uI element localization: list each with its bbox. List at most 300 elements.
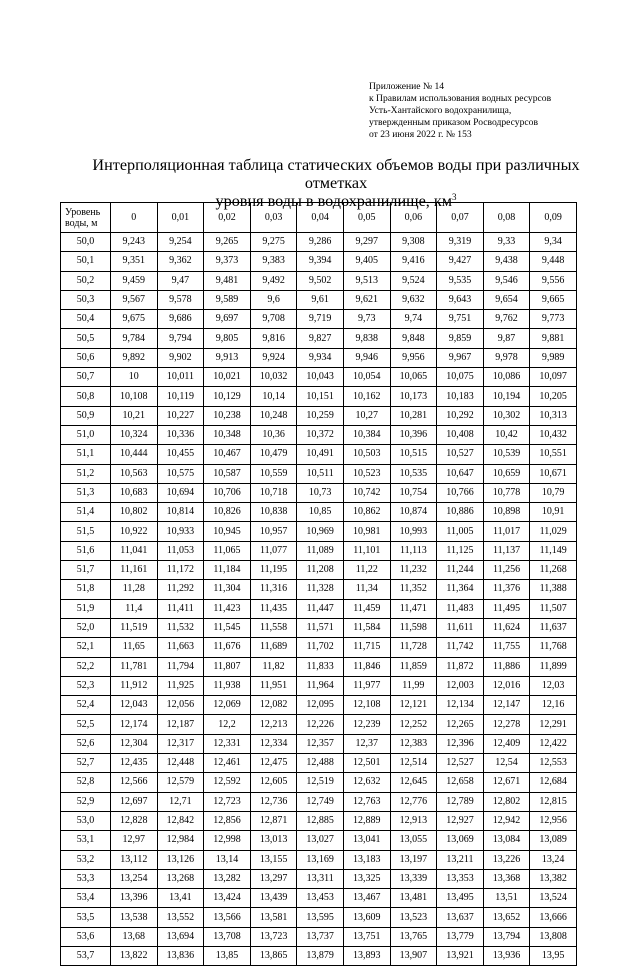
volume-cell: 10,527 bbox=[437, 445, 484, 464]
volume-cell: 9,794 bbox=[157, 329, 204, 348]
level-cell: 52,7 bbox=[61, 754, 111, 773]
volume-cell: 13,069 bbox=[437, 831, 484, 850]
volume-cell: 12,422 bbox=[530, 734, 577, 753]
appendix-line: от 23 июня 2022 г. № 153 bbox=[369, 129, 472, 141]
volume-cell: 9,535 bbox=[437, 271, 484, 290]
volume-cell: 9,578 bbox=[157, 290, 204, 309]
level-cell: 51,7 bbox=[61, 561, 111, 580]
volume-cell: 9,6 bbox=[250, 290, 297, 309]
volume-cell: 11,137 bbox=[483, 541, 530, 560]
volume-cell: 10,993 bbox=[390, 522, 437, 541]
volume-cell: 12,461 bbox=[204, 754, 251, 773]
volume-cell: 13,282 bbox=[204, 869, 251, 888]
volume-cell: 12,927 bbox=[437, 811, 484, 830]
volume-cell: 12,095 bbox=[297, 696, 344, 715]
volume-cell: 9,275 bbox=[250, 233, 297, 252]
volume-cell: 12,121 bbox=[390, 696, 437, 715]
volume-cell: 12,553 bbox=[530, 754, 577, 773]
level-cell: 50,6 bbox=[61, 348, 111, 367]
volume-cell: 9,87 bbox=[483, 329, 530, 348]
volume-cell: 9,73 bbox=[343, 310, 390, 329]
volume-cell: 10,065 bbox=[390, 368, 437, 387]
volume-cell: 11,794 bbox=[157, 657, 204, 676]
volume-cell: 13,652 bbox=[483, 908, 530, 927]
volume-cell: 12,763 bbox=[343, 792, 390, 811]
volume-cell: 9,881 bbox=[530, 329, 577, 348]
column-header: 0,06 bbox=[390, 203, 437, 233]
level-cell: 52,5 bbox=[61, 715, 111, 734]
volume-cell: 9,286 bbox=[297, 233, 344, 252]
volume-cell: 10,348 bbox=[204, 425, 251, 444]
column-header: 0,09 bbox=[530, 203, 577, 233]
volume-cell: 9,74 bbox=[390, 310, 437, 329]
volume-cell: 11,742 bbox=[437, 638, 484, 657]
volume-cell: 13,155 bbox=[250, 850, 297, 869]
volume-cell: 9,362 bbox=[157, 252, 204, 271]
volume-cell: 10,396 bbox=[390, 425, 437, 444]
volume-cell: 13,879 bbox=[297, 946, 344, 965]
volume-cell: 12,147 bbox=[483, 696, 530, 715]
level-cell: 52,0 bbox=[61, 618, 111, 637]
volume-cell: 12,016 bbox=[483, 676, 530, 695]
volume-cell: 9,351 bbox=[111, 252, 158, 271]
volume-cell: 9,33 bbox=[483, 233, 530, 252]
volume-cell: 11,447 bbox=[297, 599, 344, 618]
table-row bbox=[61, 850, 577, 869]
volume-cell: 10,119 bbox=[157, 387, 204, 406]
volume-cell: 10 bbox=[111, 368, 158, 387]
volume-cell: 10,42 bbox=[483, 425, 530, 444]
volume-cell: 13,084 bbox=[483, 831, 530, 850]
level-cell: 52,8 bbox=[61, 773, 111, 792]
volume-cell: 12,069 bbox=[204, 696, 251, 715]
volume-cell: 11,388 bbox=[530, 580, 577, 599]
table-row bbox=[61, 290, 577, 309]
volume-cell: 10,194 bbox=[483, 387, 530, 406]
volume-cell: 10,838 bbox=[250, 503, 297, 522]
volume-cell: 13,95 bbox=[530, 946, 577, 965]
level-cell: 53,4 bbox=[61, 889, 111, 908]
table-row bbox=[61, 464, 577, 483]
column-header: 0,07 bbox=[437, 203, 484, 233]
column-header: 0,03 bbox=[250, 203, 297, 233]
volume-cell: 12,697 bbox=[111, 792, 158, 811]
volume-cell: 9,686 bbox=[157, 310, 204, 329]
table-row bbox=[61, 831, 577, 850]
volume-cell: 13,779 bbox=[437, 927, 484, 946]
volume-cell: 11,316 bbox=[250, 580, 297, 599]
volume-cell: 9,448 bbox=[530, 252, 577, 271]
level-cell: 53,6 bbox=[61, 927, 111, 946]
column-header: 0,05 bbox=[343, 203, 390, 233]
volume-cell: 9,934 bbox=[297, 348, 344, 367]
volume-cell: 11,28 bbox=[111, 580, 158, 599]
volume-cell: 11,912 bbox=[111, 676, 158, 695]
table-row bbox=[61, 946, 577, 965]
volume-cell: 13,637 bbox=[437, 908, 484, 927]
table-row bbox=[61, 773, 577, 792]
volume-cell: 12,265 bbox=[437, 715, 484, 734]
volume-cell: 13,382 bbox=[530, 869, 577, 888]
volume-cell: 13,353 bbox=[437, 869, 484, 888]
volume-cell: 10,91 bbox=[530, 503, 577, 522]
volume-cell: 12,448 bbox=[157, 754, 204, 773]
volume-cell: 13,794 bbox=[483, 927, 530, 946]
volume-cell: 11,22 bbox=[343, 561, 390, 580]
volume-cell: 9,848 bbox=[390, 329, 437, 348]
level-cell: 51,8 bbox=[61, 580, 111, 599]
appendix-line: Усть-Хантайского водохранилища, bbox=[369, 105, 512, 117]
volume-cell: 11,364 bbox=[437, 580, 484, 599]
volume-cell: 11,663 bbox=[157, 638, 204, 657]
volume-cell: 12,671 bbox=[483, 773, 530, 792]
volume-cell: 13,808 bbox=[530, 927, 577, 946]
volume-cell: 12,632 bbox=[343, 773, 390, 792]
volume-cell: 11,244 bbox=[437, 561, 484, 580]
volume-cell: 9,373 bbox=[204, 252, 251, 271]
volume-cell: 11,598 bbox=[390, 618, 437, 637]
volume-cell: 9,924 bbox=[250, 348, 297, 367]
volume-cell: 12,828 bbox=[111, 811, 158, 830]
volume-cell: 11,077 bbox=[250, 541, 297, 560]
volume-cell: 9,589 bbox=[204, 290, 251, 309]
volume-cell: 12,252 bbox=[390, 715, 437, 734]
volume-cell: 10,238 bbox=[204, 406, 251, 425]
volume-cell: 13,708 bbox=[204, 927, 251, 946]
table-row bbox=[61, 503, 577, 522]
level-cell: 50,0 bbox=[61, 233, 111, 252]
volume-cell: 13,089 bbox=[530, 831, 577, 850]
level-cell: 50,8 bbox=[61, 387, 111, 406]
volume-cell: 9,675 bbox=[111, 310, 158, 329]
table-row bbox=[61, 483, 577, 502]
volume-cell: 13,453 bbox=[297, 889, 344, 908]
volume-cell: 11,268 bbox=[530, 561, 577, 580]
volume-cell: 9,654 bbox=[483, 290, 530, 309]
volume-cell: 11,545 bbox=[204, 618, 251, 637]
table-row bbox=[61, 618, 577, 637]
volume-cell: 9,394 bbox=[297, 252, 344, 271]
volume-cell: 9,892 bbox=[111, 348, 158, 367]
volume-cell: 12,842 bbox=[157, 811, 204, 830]
volume-cell: 11,041 bbox=[111, 541, 158, 560]
table-row bbox=[61, 561, 577, 580]
volume-cell: 11,149 bbox=[530, 541, 577, 560]
volume-cell: 10,302 bbox=[483, 406, 530, 425]
volume-cell: 10,647 bbox=[437, 464, 484, 483]
column-header: 0 bbox=[111, 203, 158, 233]
volume-cell: 12,187 bbox=[157, 715, 204, 734]
volume-cell: 9,254 bbox=[157, 233, 204, 252]
volume-cell: 12,998 bbox=[204, 831, 251, 850]
volume-cell: 13,751 bbox=[343, 927, 390, 946]
table-row bbox=[61, 754, 577, 773]
volume-cell: 12,2 bbox=[204, 715, 251, 734]
volume-cell: 13,183 bbox=[343, 850, 390, 869]
volume-cell: 13,041 bbox=[343, 831, 390, 850]
header-level-line-1: Уровень bbox=[65, 206, 101, 218]
volume-cell: 13,51 bbox=[483, 889, 530, 908]
volume-cell: 10,79 bbox=[530, 483, 577, 502]
volume-cell: 12,514 bbox=[390, 754, 437, 773]
table-row bbox=[61, 715, 577, 734]
volume-cell: 13,552 bbox=[157, 908, 204, 927]
volume-cell: 12,802 bbox=[483, 792, 530, 811]
appendix-note bbox=[369, 81, 551, 141]
volume-cell: 10,659 bbox=[483, 464, 530, 483]
volume-cell: 10,432 bbox=[530, 425, 577, 444]
table-row bbox=[61, 348, 577, 367]
volume-cell: 9,524 bbox=[390, 271, 437, 290]
volume-table bbox=[60, 202, 577, 966]
volume-cell: 9,784 bbox=[111, 329, 158, 348]
volume-cell: 11,125 bbox=[437, 541, 484, 560]
volume-cell: 12,003 bbox=[437, 676, 484, 695]
volume-cell: 10,575 bbox=[157, 464, 204, 483]
level-cell: 51,6 bbox=[61, 541, 111, 560]
table-row bbox=[61, 869, 577, 888]
volume-cell: 11,017 bbox=[483, 522, 530, 541]
table-row bbox=[61, 329, 577, 348]
volume-cell: 9,946 bbox=[343, 348, 390, 367]
volume-cell: 10,248 bbox=[250, 406, 297, 425]
volume-cell: 10,754 bbox=[390, 483, 437, 502]
volume-cell: 10,281 bbox=[390, 406, 437, 425]
volume-cell: 11,951 bbox=[250, 676, 297, 695]
volume-cell: 10,205 bbox=[530, 387, 577, 406]
volume-cell: 12,527 bbox=[437, 754, 484, 773]
volume-cell: 9,697 bbox=[204, 310, 251, 329]
level-cell: 53,7 bbox=[61, 946, 111, 965]
volume-cell: 11,519 bbox=[111, 618, 158, 637]
table-row bbox=[61, 271, 577, 290]
volume-cell: 13,481 bbox=[390, 889, 437, 908]
appendix-line: Приложение № 14 bbox=[369, 81, 445, 92]
volume-cell: 13,467 bbox=[343, 889, 390, 908]
table-row bbox=[61, 676, 577, 695]
volume-cell: 10,227 bbox=[157, 406, 204, 425]
table-row bbox=[61, 696, 577, 715]
volume-cell: 11,471 bbox=[390, 599, 437, 618]
volume-cell: 10,511 bbox=[297, 464, 344, 483]
volume-cell: 12,658 bbox=[437, 773, 484, 792]
volume-cell: 10,292 bbox=[437, 406, 484, 425]
volume-cell: 13,566 bbox=[204, 908, 251, 927]
volume-cell: 9,751 bbox=[437, 310, 484, 329]
appendix-line: к Правилам использования водных ресурсов bbox=[369, 93, 552, 105]
volume-cell: 12,723 bbox=[204, 792, 251, 811]
volume-cell: 11,768 bbox=[530, 638, 577, 657]
volume-cell: 11,964 bbox=[297, 676, 344, 695]
volume-cell: 9,632 bbox=[390, 290, 437, 309]
volume-cell: 9,762 bbox=[483, 310, 530, 329]
volume-cell: 11,624 bbox=[483, 618, 530, 637]
volume-cell: 12,942 bbox=[483, 811, 530, 830]
volume-cell: 9,47 bbox=[157, 271, 204, 290]
volume-cell: 10,826 bbox=[204, 503, 251, 522]
volume-cell: 12,789 bbox=[437, 792, 484, 811]
volume-cell: 12,488 bbox=[297, 754, 344, 773]
volume-cell: 9,838 bbox=[343, 329, 390, 348]
volume-cell: 11,352 bbox=[390, 580, 437, 599]
volume-cell: 11,637 bbox=[530, 618, 577, 637]
volume-cell: 12,749 bbox=[297, 792, 344, 811]
volume-cell: 10,408 bbox=[437, 425, 484, 444]
volume-cell: 11,781 bbox=[111, 657, 158, 676]
volume-cell: 12,16 bbox=[530, 696, 577, 715]
volume-cell: 13,027 bbox=[297, 831, 344, 850]
volume-cell: 10,173 bbox=[390, 387, 437, 406]
volume-cell: 11,304 bbox=[204, 580, 251, 599]
volume-cell: 12,134 bbox=[437, 696, 484, 715]
volume-cell: 10,523 bbox=[343, 464, 390, 483]
volume-cell: 13,495 bbox=[437, 889, 484, 908]
volume-cell: 11,65 bbox=[111, 638, 158, 657]
volume-cell: 10,384 bbox=[343, 425, 390, 444]
volume-cell: 11,899 bbox=[530, 657, 577, 676]
volume-cell: 9,416 bbox=[390, 252, 437, 271]
volume-cell: 13,126 bbox=[157, 850, 204, 869]
volume-cell: 9,827 bbox=[297, 329, 344, 348]
volume-cell: 10,922 bbox=[111, 522, 158, 541]
volume-cell: 12,475 bbox=[250, 754, 297, 773]
volume-cell: 12,043 bbox=[111, 696, 158, 715]
volume-cell: 13,921 bbox=[437, 946, 484, 965]
volume-cell: 12,566 bbox=[111, 773, 158, 792]
volume-cell: 12,317 bbox=[157, 734, 204, 753]
volume-cell: 11,689 bbox=[250, 638, 297, 657]
volume-cell: 11,376 bbox=[483, 580, 530, 599]
volume-cell: 12,579 bbox=[157, 773, 204, 792]
volume-cell: 10,515 bbox=[390, 445, 437, 464]
volume-cell: 11,005 bbox=[437, 522, 484, 541]
volume-cell: 11,34 bbox=[343, 580, 390, 599]
volume-cell: 10,479 bbox=[250, 445, 297, 464]
volume-cell: 10,043 bbox=[297, 368, 344, 387]
table-row bbox=[61, 233, 577, 252]
table-row bbox=[61, 387, 577, 406]
appendix-line: утвержденным приказом Росводресурсов bbox=[369, 117, 538, 129]
volume-cell: 13,893 bbox=[343, 946, 390, 965]
volume-cell: 12,71 bbox=[157, 792, 204, 811]
volume-cell: 9,492 bbox=[250, 271, 297, 290]
table-body bbox=[61, 233, 577, 966]
volume-cell: 11,184 bbox=[204, 561, 251, 580]
volume-cell: 12,213 bbox=[250, 715, 297, 734]
volume-cell: 11,232 bbox=[390, 561, 437, 580]
volume-cell: 11,676 bbox=[204, 638, 251, 657]
volume-cell: 13,297 bbox=[250, 869, 297, 888]
volume-cell: 12,334 bbox=[250, 734, 297, 753]
volume-cell: 13,524 bbox=[530, 889, 577, 908]
volume-cell: 11,925 bbox=[157, 676, 204, 695]
volume-cell: 10,933 bbox=[157, 522, 204, 541]
level-cell: 50,7 bbox=[61, 368, 111, 387]
volume-cell: 9,265 bbox=[204, 233, 251, 252]
level-cell: 52,2 bbox=[61, 657, 111, 676]
volume-cell: 13,41 bbox=[157, 889, 204, 908]
volume-cell: 13,424 bbox=[204, 889, 251, 908]
table-row bbox=[61, 252, 577, 271]
volume-cell: 13,368 bbox=[483, 869, 530, 888]
volume-cell: 13,936 bbox=[483, 946, 530, 965]
volume-cell: 10,551 bbox=[530, 445, 577, 464]
volume-cell: 11,256 bbox=[483, 561, 530, 580]
volume-cell: 11,611 bbox=[437, 618, 484, 637]
volume-cell: 11,411 bbox=[157, 599, 204, 618]
volume-cell: 10,957 bbox=[250, 522, 297, 541]
volume-cell: 9,383 bbox=[250, 252, 297, 271]
volume-cell: 9,243 bbox=[111, 233, 158, 252]
volume-cell: 13,538 bbox=[111, 908, 158, 927]
volume-cell: 10,587 bbox=[204, 464, 251, 483]
volume-cell: 13,197 bbox=[390, 850, 437, 869]
volume-cell: 10,742 bbox=[343, 483, 390, 502]
table-row bbox=[61, 657, 577, 676]
volume-cell: 9,308 bbox=[390, 233, 437, 252]
volume-cell: 10,874 bbox=[390, 503, 437, 522]
volume-cell: 10,455 bbox=[157, 445, 204, 464]
volume-cell: 11,195 bbox=[250, 561, 297, 580]
level-cell: 51,1 bbox=[61, 445, 111, 464]
volume-cell: 13,396 bbox=[111, 889, 158, 908]
volume-cell: 10,814 bbox=[157, 503, 204, 522]
level-cell: 50,9 bbox=[61, 406, 111, 425]
column-header: 0,02 bbox=[204, 203, 251, 233]
level-cell: 53,3 bbox=[61, 869, 111, 888]
volume-cell: 9,708 bbox=[250, 310, 297, 329]
volume-cell: 9,978 bbox=[483, 348, 530, 367]
volume-cell: 9,513 bbox=[343, 271, 390, 290]
volume-cell: 12,383 bbox=[390, 734, 437, 753]
volume-cell: 12,605 bbox=[250, 773, 297, 792]
table-row bbox=[61, 927, 577, 946]
level-cell: 51,2 bbox=[61, 464, 111, 483]
volume-cell: 11,886 bbox=[483, 657, 530, 676]
volume-cell: 10,969 bbox=[297, 522, 344, 541]
volume-cell: 10,862 bbox=[343, 503, 390, 522]
volume-cell: 12,291 bbox=[530, 715, 577, 734]
volume-cell: 11,532 bbox=[157, 618, 204, 637]
volume-cell: 13,666 bbox=[530, 908, 577, 927]
level-cell: 50,2 bbox=[61, 271, 111, 290]
volume-cell: 11,208 bbox=[297, 561, 344, 580]
volume-cell: 9,719 bbox=[297, 310, 344, 329]
volume-cell: 12,984 bbox=[157, 831, 204, 850]
table-row bbox=[61, 580, 577, 599]
volume-cell: 10,981 bbox=[343, 522, 390, 541]
volume-cell: 10,313 bbox=[530, 406, 577, 425]
volume-cell: 13,68 bbox=[111, 927, 158, 946]
volume-cell: 9,902 bbox=[157, 348, 204, 367]
volume-cell: 9,773 bbox=[530, 310, 577, 329]
volume-cell: 12,645 bbox=[390, 773, 437, 792]
volume-cell: 9,34 bbox=[530, 233, 577, 252]
volume-cell: 10,491 bbox=[297, 445, 344, 464]
volume-cell: 10,032 bbox=[250, 368, 297, 387]
volume-cell: 11,459 bbox=[343, 599, 390, 618]
level-cell: 53,1 bbox=[61, 831, 111, 850]
level-cell: 52,1 bbox=[61, 638, 111, 657]
volume-cell: 11,495 bbox=[483, 599, 530, 618]
volume-cell: 12,278 bbox=[483, 715, 530, 734]
volume-cell: 10,898 bbox=[483, 503, 530, 522]
column-header: 0,08 bbox=[483, 203, 530, 233]
volume-cell: 10,151 bbox=[297, 387, 344, 406]
volume-cell: 13,325 bbox=[343, 869, 390, 888]
volume-cell: 10,324 bbox=[111, 425, 158, 444]
volume-cell: 9,859 bbox=[437, 329, 484, 348]
